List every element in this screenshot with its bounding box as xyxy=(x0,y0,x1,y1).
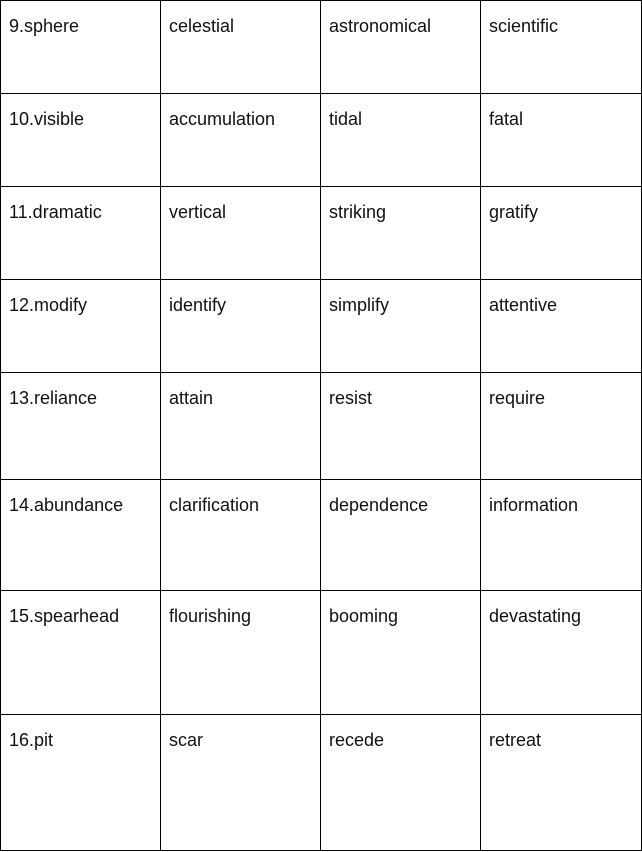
word-cell: 14.abundance xyxy=(1,480,161,591)
option-cell: recede xyxy=(321,715,481,851)
option-cell: attentive xyxy=(481,280,642,373)
word-cell: 13.reliance xyxy=(1,373,161,480)
option-cell: require xyxy=(481,373,642,480)
table-row xyxy=(1,591,642,715)
option-cell: gratify xyxy=(481,187,642,280)
word-cell: 11.dramatic xyxy=(1,187,161,280)
option-cell: tidal xyxy=(321,94,481,187)
option-cell: devastating xyxy=(481,591,642,715)
word-cell: 10.visible xyxy=(1,94,161,187)
option-cell: flourishing xyxy=(161,591,321,715)
table-row xyxy=(1,715,642,851)
option-cell: accumulation xyxy=(161,94,321,187)
word-cell: 12.modify xyxy=(1,280,161,373)
option-cell: scientific xyxy=(481,1,642,94)
option-cell: retreat xyxy=(481,715,642,851)
option-cell: vertical xyxy=(161,187,321,280)
word-cell: 9.sphere xyxy=(1,1,161,94)
option-cell: astronomical xyxy=(321,1,481,94)
option-cell: celestial xyxy=(161,1,321,94)
option-cell: simplify xyxy=(321,280,481,373)
word-cell: 15.spearhead xyxy=(1,591,161,715)
option-cell: information xyxy=(481,480,642,591)
table-row xyxy=(1,187,642,280)
table-row xyxy=(1,280,642,373)
table-row xyxy=(1,94,642,187)
table-row xyxy=(1,373,642,480)
option-cell: striking xyxy=(321,187,481,280)
option-cell: booming xyxy=(321,591,481,715)
option-cell: fatal xyxy=(481,94,642,187)
table-row xyxy=(1,480,642,591)
option-cell: clarification xyxy=(161,480,321,591)
option-cell: dependence xyxy=(321,480,481,591)
word-cell: 16.pit xyxy=(1,715,161,851)
table-row xyxy=(1,1,642,94)
option-cell: scar xyxy=(161,715,321,851)
option-cell: attain xyxy=(161,373,321,480)
option-cell: identify xyxy=(161,280,321,373)
option-cell: resist xyxy=(321,373,481,480)
